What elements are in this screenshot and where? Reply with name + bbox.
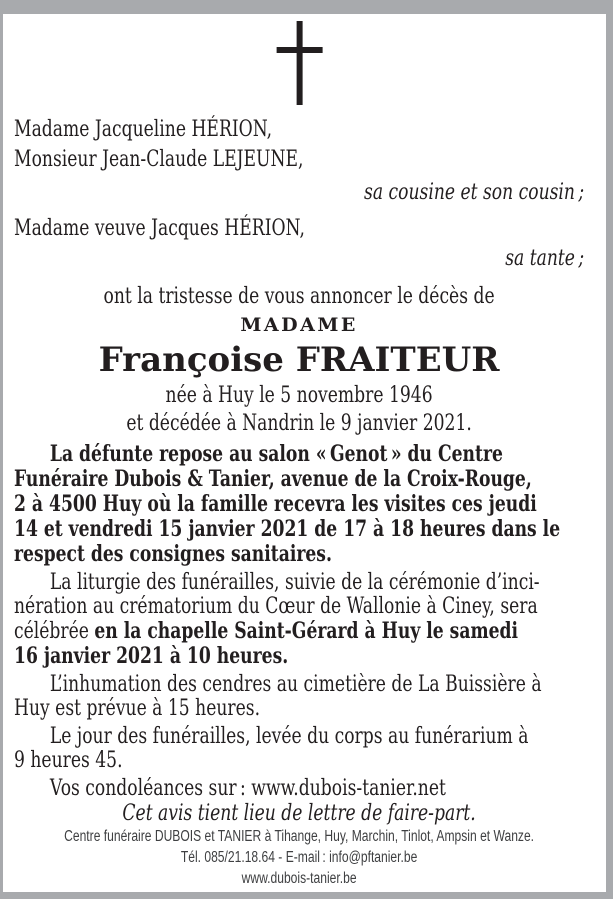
paragraph-line xyxy=(14,749,584,773)
cross-vertical-bar xyxy=(296,21,302,105)
body-paragraphs xyxy=(14,442,584,801)
cross-horizontal-bar xyxy=(276,47,322,53)
death-line: et décédée à Nandrin le 9 janvier 2021. xyxy=(126,411,472,436)
paragraph xyxy=(14,442,584,567)
announcers-list xyxy=(14,115,584,274)
paragraph-line xyxy=(14,673,584,697)
announcer-line: Monsieur Jean-Claude LEJEUNE, xyxy=(14,147,304,172)
paragraph xyxy=(14,725,584,773)
bold-text-segment: Funéraire Dubois & Tanier, avenue de la Croix-Rouge, xyxy=(14,466,532,492)
paragraph-line xyxy=(14,619,584,644)
paragraph-line xyxy=(14,697,584,721)
announcer-line: Madame Jacqueline HÉRION, xyxy=(14,117,273,142)
text-segment: nération au crématorium du Cœur de Wallonie à Ciney, sera xyxy=(14,594,538,619)
text-segment: 9 heures 45. xyxy=(14,748,123,773)
cross-icon xyxy=(276,21,322,105)
relation-line: sa cousine et son cousin ; xyxy=(364,180,585,205)
text-segment: La liturgie des funérailles, suivie de la cérémonie d’inci- xyxy=(49,570,540,595)
paragraph-line xyxy=(14,492,584,517)
text-segment: Vos condoléances sur : www.dubois-tanier.net xyxy=(49,776,446,801)
paragraph-line xyxy=(14,467,584,492)
paragraph xyxy=(14,571,584,669)
paragraph-line xyxy=(14,442,584,467)
bold-text-segment: en la chapelle Saint-Gérard à Huy le samedi xyxy=(94,618,519,644)
birth-line: née à Huy le 5 novembre 1946 xyxy=(165,383,433,408)
footer-line: Centre funéraire DUBOIS et TANIER à Tihange, Huy, Marchin, Tinlot, Ampsin et Wanze. xyxy=(64,828,535,845)
relation-line: sa tante ; xyxy=(505,246,585,271)
bold-text-segment: 14 et vendredi 15 janvier 2021 de 17 à 18 heures dans le xyxy=(14,516,561,542)
text-segment: célébrée xyxy=(14,619,95,644)
announcement-intro: ont la tristesse de vous annoncer le décès de xyxy=(103,284,495,309)
bold-text-segment: La défunte repose au salon « Genot » du Centre xyxy=(49,441,503,467)
cross-row xyxy=(3,21,606,105)
obituary-content xyxy=(14,14,584,892)
footer-line: Tél. 085/21.18.64 - E-mail : info@pftanier.be xyxy=(180,849,418,866)
closing-line: Cet avis tient lieu de lettre de faire-part. xyxy=(122,801,476,826)
footer-line: www.dubois-tanier.be xyxy=(241,870,357,887)
text-segment: L’inhumation des cendres au cimetière de La Buissière à xyxy=(49,672,542,697)
text-segment: Huy est prévue à 15 heures. xyxy=(14,696,261,721)
paragraph-line xyxy=(14,777,584,801)
funeral-home-footer xyxy=(14,826,584,892)
bold-text-segment: respect des consignes sanitaires. xyxy=(14,541,332,567)
paragraph-line xyxy=(14,725,584,749)
honorific: MADAME xyxy=(240,314,358,336)
paragraph-line xyxy=(14,571,584,595)
deceased-name: Françoise FRAITEUR xyxy=(98,340,500,380)
paragraph-line xyxy=(14,517,584,542)
paragraph-line xyxy=(14,644,584,669)
paragraph xyxy=(14,777,584,801)
paragraph-line xyxy=(14,542,584,567)
text-segment: Le jour des funérailles, levée du corps au funérarium à xyxy=(49,724,529,749)
bold-text-segment: 16 janvier 2021 à 10 heures. xyxy=(14,643,289,669)
paragraph xyxy=(14,673,584,721)
bold-text-segment: 2 à 4500 Huy où la famille recevra les visites ces jeudi xyxy=(14,491,537,517)
announcer-line: Madame veuve Jacques HÉRION, xyxy=(14,216,305,241)
obituary-card xyxy=(3,14,606,892)
paragraph-line xyxy=(14,595,584,619)
